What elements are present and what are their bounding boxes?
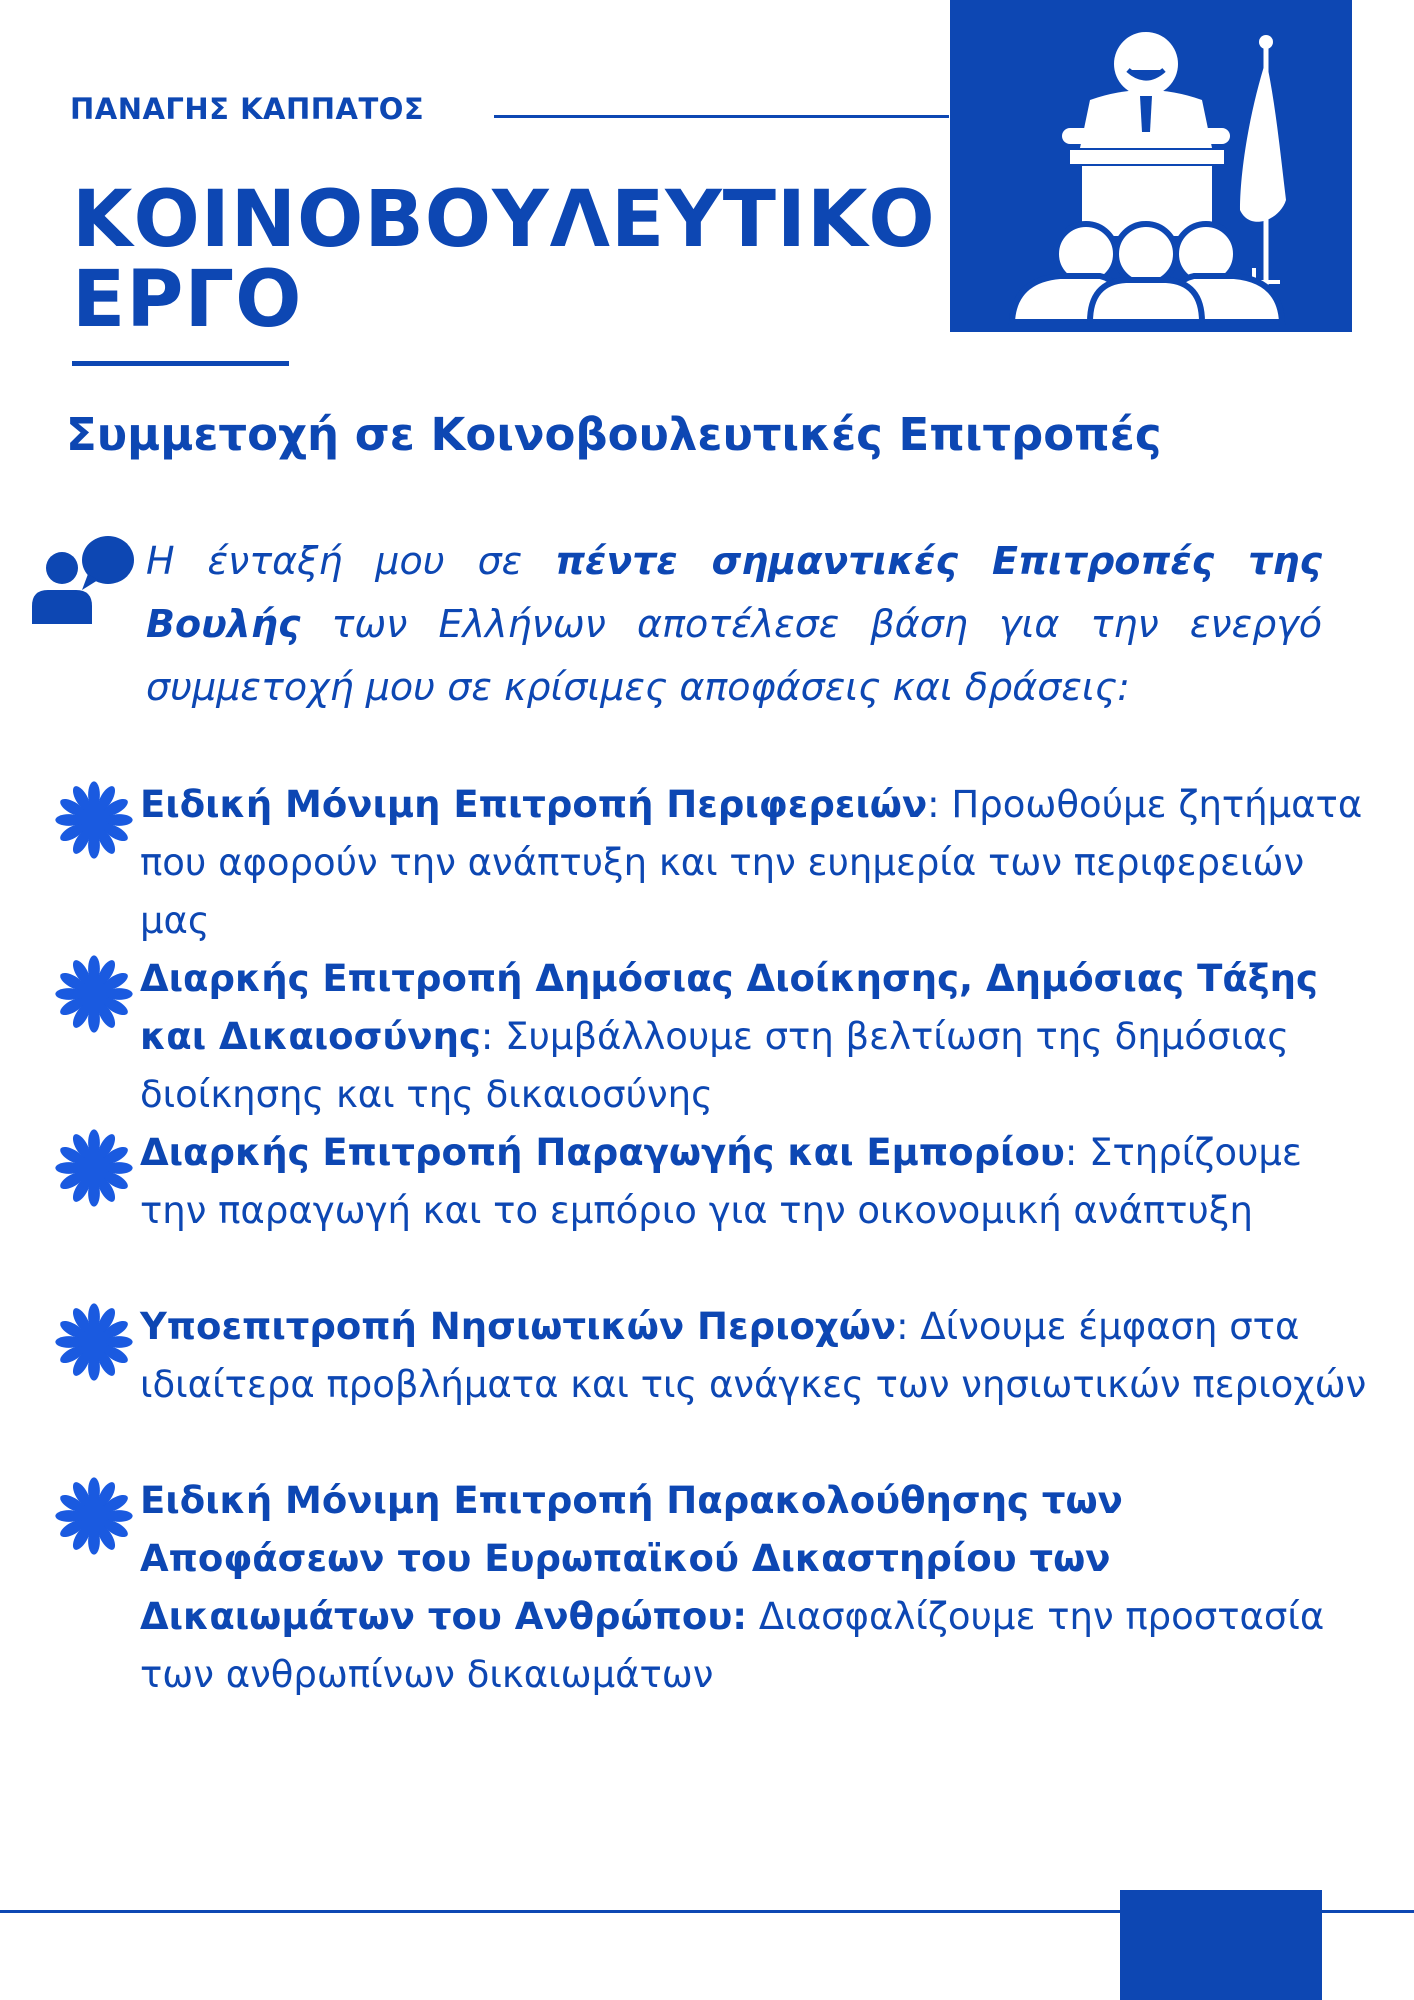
- speaker-podium-icon: [950, 0, 1352, 332]
- committee-sep: :: [1064, 1131, 1078, 1174]
- chat-bubble-user-icon: [30, 528, 138, 628]
- committee-desc: Συμβάλλουμε στη βελτίωση της δημόσιας διοίκησης και της δικαιοσύνης: [140, 1015, 1290, 1116]
- list-item: [140, 1472, 1380, 1704]
- committee-desc: Δίνουμε έμφαση στα ιδιαίτερα προβλήματα και τις ανάγκες των νησιωτικών περιοχών: [140, 1305, 1367, 1406]
- author-divider: [494, 115, 949, 118]
- list-item: [140, 950, 1380, 1124]
- page-title: [72, 175, 936, 345]
- intro-paragraph: [146, 530, 1322, 719]
- committee-list: [140, 776, 1380, 1704]
- committee-name: Ειδική Μόνιμη Επιτροπή Παρακολούθησης των Αποφάσεων του Ευρωπαϊκού Δικαστηρίου των Δικαιωμάτων του Ανθρώπου:: [140, 1479, 1123, 1638]
- starburst-bullet-icon: [52, 778, 136, 862]
- page-title-line1: ΚΟΙΝΟΒΟΥΛΕΥΤΙΚΟ: [72, 175, 936, 265]
- intro-text-bold: πέντε σημαντικές Επιτροπές της Βουλής: [146, 539, 1322, 646]
- title-underline: [72, 361, 289, 366]
- intro-text-2: των Ελλήνων αποτέλεσε βάση για την ενεργό συμμετοχή μου σε κρίσιμες αποφάσεις και δράσεις:: [146, 602, 1322, 709]
- committee-sep: :: [927, 783, 940, 826]
- committee-desc: Προωθούμε ζητήματα που αφορούν την ανάπτυξη και την ευημερία των περιφερειών μας: [140, 783, 1363, 942]
- list-item: [140, 776, 1380, 950]
- author-name: ΠΑΝΑΓΗΣ ΚΑΠΠΑΤΟΣ: [70, 92, 425, 126]
- committee-desc: Στηρίζουμε την παραγωγή και το εμπόριο για την οικονομική ανάπτυξη: [140, 1131, 1302, 1232]
- page-title-line2: ΕΡΓΟ: [72, 255, 303, 345]
- committee-sep: :: [480, 1015, 494, 1058]
- list-item: [140, 1298, 1380, 1472]
- committee-name: Υποεπιτροπή Νησιωτικών Περιοχών: [140, 1305, 897, 1348]
- starburst-bullet-icon: [52, 952, 136, 1036]
- committee-name: Διαρκής Επιτροπή Δημόσιας Διοίκησης, Δημόσιας Τάξης και Δικαιοσύνης: [140, 957, 1318, 1058]
- footer-block: [1120, 1890, 1322, 2000]
- section-subtitle: Συμμετοχή σε Κοινοβουλευτικές Επιτροπές: [66, 408, 1162, 461]
- starburst-bullet-icon: [52, 1474, 136, 1558]
- starburst-bullet-icon: [52, 1126, 136, 1210]
- list-item: [140, 1124, 1380, 1298]
- starburst-bullet-icon: [52, 1300, 136, 1384]
- committee-name: Διαρκής Επιτροπή Παραγωγής και Εμπορίου: [140, 1131, 1065, 1174]
- committee-desc: Διασφαλίζουμε την προστασία των ανθρωπίνων δικαιωμάτων: [140, 1595, 1325, 1696]
- committee-name: Ειδική Μόνιμη Επιτροπή Περιφερειών: [140, 783, 928, 826]
- intro-text-1: Η ένταξή μου σε: [146, 539, 556, 583]
- committee-sep: :: [896, 1305, 909, 1348]
